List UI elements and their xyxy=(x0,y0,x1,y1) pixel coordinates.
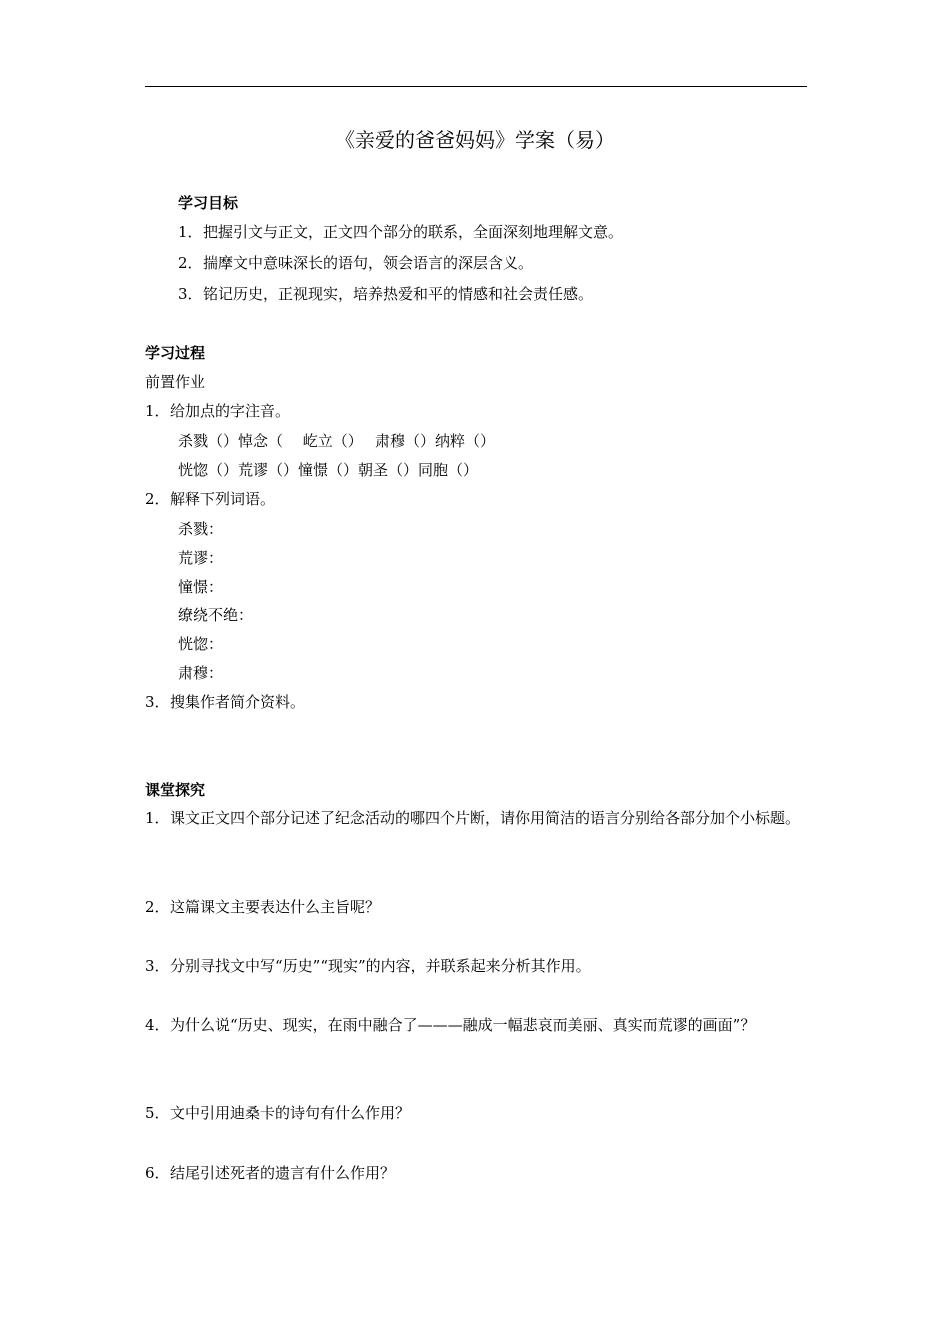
inquiry-question xyxy=(145,951,810,981)
goal-text: 揣摩文中意味深长的语句，领会语言的深层含义。 xyxy=(203,254,534,272)
inquiry-heading: 课堂探究 xyxy=(145,781,206,799)
term-item: 肃穆： xyxy=(178,664,224,682)
inquiry-question xyxy=(145,892,810,922)
question-num: 4． xyxy=(145,1016,170,1034)
pre-question-2 xyxy=(145,489,275,509)
question-num: 6． xyxy=(145,1164,170,1182)
pre-question-3 xyxy=(145,692,305,712)
inquiry-question xyxy=(145,1158,810,1188)
pre-question-1 xyxy=(145,401,290,421)
term-item: 恍惚： xyxy=(178,635,224,653)
question-text: 解释下列词语。 xyxy=(170,490,276,508)
pinyin-row: 杀戮（）悼念（ 屹立（） 肃穆（）纳粹（） xyxy=(178,432,496,450)
question-text: 文中引用迪桑卡的诗句有什么作用？ xyxy=(170,1104,411,1122)
question-text: 搜集作者简介资料。 xyxy=(170,693,306,711)
goals-heading: 学习目标 xyxy=(178,194,239,212)
page-title: 《亲爱的爸爸妈妈》学案（易） xyxy=(335,128,615,152)
question-num: 2． xyxy=(145,898,170,916)
pinyin-row: 恍惚（）荒谬（）憧憬（）朝圣（）同胞（） xyxy=(178,461,479,479)
question-text: 为什么说“历史、现实，在雨中融合了———融成一幅悲哀而美丽、真实而荒谬的画面”？ xyxy=(170,1016,756,1034)
question-text: 结尾引述死者的遗言有什么作用？ xyxy=(170,1164,396,1182)
term-item: 憧憬： xyxy=(178,578,224,596)
question-num: 5． xyxy=(145,1104,170,1122)
process-heading: 学习过程 xyxy=(145,344,206,362)
inquiry-question xyxy=(145,803,810,833)
process-subheading: 前置作业 xyxy=(145,373,206,391)
question-text: 这篇课文主要表达什么主旨呢？ xyxy=(170,898,381,916)
question-text: 给加点的字注音。 xyxy=(170,402,291,420)
question-num: 2． xyxy=(145,490,170,508)
term-item: 杀戮： xyxy=(178,520,224,538)
goal-num: 2． xyxy=(178,254,203,272)
inquiry-question xyxy=(145,1010,810,1040)
question-num: 1． xyxy=(145,809,170,827)
term-item: 荒谬： xyxy=(178,549,224,567)
goal-num: 3． xyxy=(178,285,203,303)
goal-num: 1． xyxy=(178,223,203,241)
question-num: 1． xyxy=(145,402,170,420)
goal-item xyxy=(178,222,623,242)
question-num: 3． xyxy=(145,957,170,975)
goal-item xyxy=(178,253,533,273)
header-rule xyxy=(145,86,807,87)
inquiry-question xyxy=(145,1098,810,1128)
goal-text: 铭记历史，正视现实，培养热爱和平的情感和社会责任感。 xyxy=(203,285,594,303)
question-text: 课文正文四个部分记述了纪念活动的哪四个片断，请你用简洁的语言分别给各部分加个小标题。 xyxy=(170,809,801,827)
goal-item xyxy=(178,284,593,304)
question-num: 3． xyxy=(145,693,170,711)
term-item: 缭绕不绝： xyxy=(178,606,254,624)
goal-text: 把握引文与正文，正文四个部分的联系，全面深刻地理解文意。 xyxy=(203,223,624,241)
question-text: 分别寻找文中写“历史”“现实”的内容，并联系起来分析其作用。 xyxy=(170,957,591,975)
